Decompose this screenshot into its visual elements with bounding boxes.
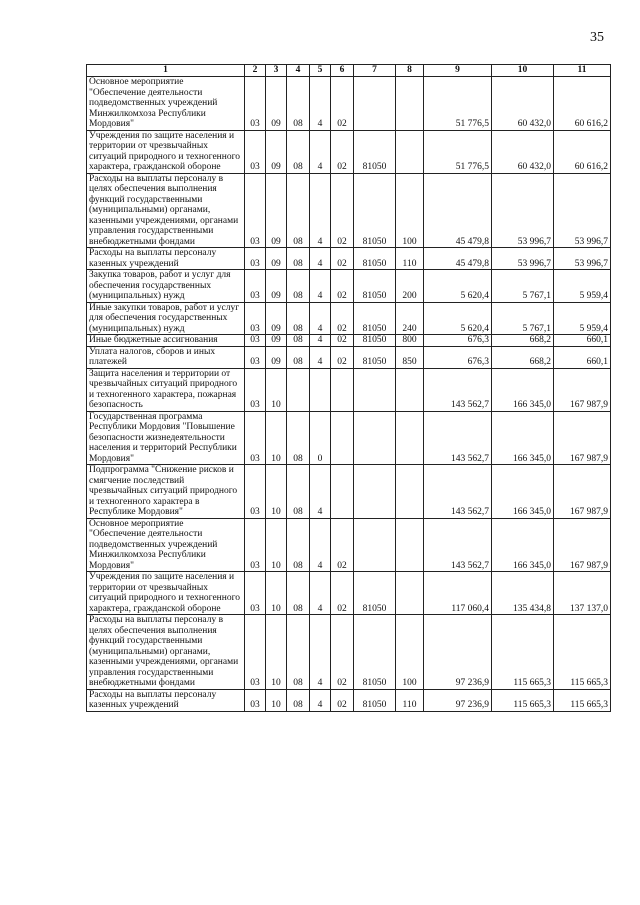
header-cell: 6 (331, 65, 354, 77)
code-program-cell: 08 (287, 270, 310, 303)
amount-year2-cell: 5 767,1 (492, 270, 554, 303)
amount-year2-cell: 668,2 (492, 346, 554, 368)
amount-year3-cell: 115 665,3 (554, 689, 611, 711)
row-name-cell: Учреждения по защите населения и территории от чрезвычайных ситуаций природного и техногенного характера, гражданской обороне (87, 572, 245, 615)
amount-year3-cell: 5 959,4 (554, 302, 611, 335)
code-subprogram-cell: 4 (310, 335, 331, 347)
code-direction-cell: 81050 (354, 248, 396, 270)
code-direction-cell: 81050 (354, 173, 396, 248)
code-event-cell: 02 (331, 689, 354, 711)
table-row (87, 368, 611, 411)
code-event-cell: 02 (331, 518, 354, 572)
code-podrazdel-cell: 09 (266, 335, 287, 347)
code-program-cell: 08 (287, 346, 310, 368)
code-podrazdel-cell: 09 (266, 248, 287, 270)
code-subprogram-cell: 4 (310, 130, 331, 173)
amount-year3-cell: 115 665,3 (554, 615, 611, 690)
code-event-cell (331, 411, 354, 465)
table-row (87, 248, 611, 270)
code-direction-cell (354, 465, 396, 519)
amount-year1-cell: 5 620,4 (424, 302, 492, 335)
amount-year2-cell: 5 767,1 (492, 302, 554, 335)
code-direction-cell: 81050 (354, 615, 396, 690)
table-row (87, 130, 611, 173)
table-row (87, 302, 611, 335)
code-podrazdel-cell: 10 (266, 689, 287, 711)
code-event-cell: 02 (331, 615, 354, 690)
code-razdel-cell: 03 (245, 302, 266, 335)
code-direction-cell (354, 518, 396, 572)
row-name-cell: Иные бюджетные ассигнования (87, 335, 245, 347)
code-event-cell: 02 (331, 346, 354, 368)
code-expense-type-cell: 240 (396, 302, 424, 335)
amount-year3-cell: 5 959,4 (554, 270, 611, 303)
code-event-cell: 02 (331, 302, 354, 335)
amount-year1-cell: 97 236,9 (424, 689, 492, 711)
row-name-cell: Иные закупки товаров, работ и услуг для обеспечения государственных (муниципальных) нужд (87, 302, 245, 335)
table-row (87, 572, 611, 615)
code-podrazdel-cell: 10 (266, 411, 287, 465)
code-subprogram-cell: 4 (310, 346, 331, 368)
table-row (87, 335, 611, 347)
code-razdel-cell: 03 (245, 572, 266, 615)
row-name-cell: Основное мероприятие "Обеспечение деятельности подведомственных учреждений Минжилкомхоза Республики Мордовия" (87, 77, 245, 131)
code-direction-cell: 81050 (354, 689, 396, 711)
code-subprogram-cell: 4 (310, 270, 331, 303)
code-subprogram-cell (310, 368, 331, 411)
code-expense-type-cell: 200 (396, 270, 424, 303)
code-razdel-cell: 03 (245, 77, 266, 131)
code-razdel-cell: 03 (245, 248, 266, 270)
code-program-cell: 08 (287, 77, 310, 131)
amount-year1-cell: 97 236,9 (424, 615, 492, 690)
header-cell: 9 (424, 65, 492, 77)
code-direction-cell (354, 77, 396, 131)
header-cell: 3 (266, 65, 287, 77)
row-name-cell: Расходы на выплаты персоналу казенных учреждений (87, 689, 245, 711)
header-cell: 2 (245, 65, 266, 77)
amount-year2-cell: 53 996,7 (492, 173, 554, 248)
code-expense-type-cell (396, 465, 424, 519)
amount-year2-cell: 166 345,0 (492, 465, 554, 519)
amount-year1-cell: 143 562,7 (424, 465, 492, 519)
code-program-cell: 08 (287, 411, 310, 465)
code-subprogram-cell: 4 (310, 248, 331, 270)
amount-year1-cell: 51 776,5 (424, 77, 492, 131)
amount-year1-cell: 5 620,4 (424, 270, 492, 303)
amount-year3-cell: 53 996,7 (554, 173, 611, 248)
code-podrazdel-cell: 09 (266, 130, 287, 173)
amount-year2-cell: 60 432,0 (492, 77, 554, 131)
code-direction-cell: 81050 (354, 346, 396, 368)
code-event-cell: 02 (331, 77, 354, 131)
code-razdel-cell: 03 (245, 368, 266, 411)
code-podrazdel-cell: 10 (266, 465, 287, 519)
code-direction-cell (354, 411, 396, 465)
row-name-cell: Учреждения по защите населения и территории от чрезвычайных ситуаций природного и техногенного характера, гражданской обороне (87, 130, 245, 173)
row-name-cell: Основное мероприятие "Обеспечение деятельности подведомственных учреждений Минжилкомхоза Республики Мордовия" (87, 518, 245, 572)
code-direction-cell (354, 368, 396, 411)
code-program-cell: 08 (287, 615, 310, 690)
code-razdel-cell: 03 (245, 465, 266, 519)
amount-year1-cell: 117 060,4 (424, 572, 492, 615)
amount-year1-cell: 143 562,7 (424, 368, 492, 411)
code-podrazdel-cell: 09 (266, 302, 287, 335)
code-expense-type-cell (396, 368, 424, 411)
row-name-cell: Расходы на выплаты персоналу казенных учреждений (87, 248, 245, 270)
header-cell: 1 (87, 65, 245, 77)
header-cell: 10 (492, 65, 554, 77)
code-event-cell (331, 465, 354, 519)
table-row (87, 346, 611, 368)
code-expense-type-cell (396, 411, 424, 465)
code-expense-type-cell: 850 (396, 346, 424, 368)
code-subprogram-cell: 4 (310, 302, 331, 335)
amount-year2-cell: 115 665,3 (492, 689, 554, 711)
code-event-cell (331, 368, 354, 411)
table-row (87, 270, 611, 303)
code-event-cell: 02 (331, 130, 354, 173)
code-subprogram-cell: 4 (310, 572, 331, 615)
code-expense-type-cell: 100 (396, 615, 424, 690)
code-expense-type-cell: 110 (396, 248, 424, 270)
code-program-cell: 08 (287, 335, 310, 347)
code-event-cell: 02 (331, 248, 354, 270)
code-event-cell: 02 (331, 173, 354, 248)
page-number: 35 (590, 30, 604, 45)
row-name-cell: Уплата налогов, сборов и иных платежей (87, 346, 245, 368)
code-direction-cell: 81050 (354, 302, 396, 335)
amount-year1-cell: 143 562,7 (424, 518, 492, 572)
table-row (87, 615, 611, 690)
header-cell: 8 (396, 65, 424, 77)
code-podrazdel-cell: 10 (266, 615, 287, 690)
code-podrazdel-cell: 09 (266, 270, 287, 303)
code-event-cell: 02 (331, 270, 354, 303)
table-row (87, 689, 611, 711)
amount-year1-cell: 143 562,7 (424, 411, 492, 465)
amount-year1-cell: 45 479,8 (424, 248, 492, 270)
amount-year3-cell: 167 987,9 (554, 465, 611, 519)
header-cell: 4 (287, 65, 310, 77)
amount-year1-cell: 51 776,5 (424, 130, 492, 173)
budget-table (86, 64, 611, 712)
code-podrazdel-cell: 09 (266, 173, 287, 248)
amount-year2-cell: 53 996,7 (492, 248, 554, 270)
amount-year3-cell: 137 137,0 (554, 572, 611, 615)
code-podrazdel-cell: 10 (266, 572, 287, 615)
amount-year3-cell: 660,1 (554, 335, 611, 347)
code-subprogram-cell: 0 (310, 411, 331, 465)
amount-year2-cell: 668,2 (492, 335, 554, 347)
header-cell: 5 (310, 65, 331, 77)
code-direction-cell: 81050 (354, 335, 396, 347)
code-razdel-cell: 03 (245, 335, 266, 347)
amount-year3-cell: 60 616,2 (554, 130, 611, 173)
amount-year3-cell: 167 987,9 (554, 411, 611, 465)
amount-year3-cell: 167 987,9 (554, 518, 611, 572)
amount-year2-cell: 166 345,0 (492, 411, 554, 465)
table-row (87, 77, 611, 131)
code-razdel-cell: 03 (245, 173, 266, 248)
code-program-cell: 08 (287, 248, 310, 270)
table-row (87, 411, 611, 465)
header-cell: 11 (554, 65, 611, 77)
code-expense-type-cell: 100 (396, 173, 424, 248)
amount-year3-cell: 60 616,2 (554, 77, 611, 131)
code-podrazdel-cell: 10 (266, 518, 287, 572)
code-direction-cell: 81050 (354, 130, 396, 173)
row-name-cell: Подпрограмма "Снижение рисков и смягчение последствий чрезвычайных ситуаций природного и техногенного характера в Республике Мордовия" (87, 465, 245, 519)
code-program-cell: 08 (287, 572, 310, 615)
amount-year2-cell: 166 345,0 (492, 368, 554, 411)
code-expense-type-cell (396, 130, 424, 173)
amount-year1-cell: 676,3 (424, 335, 492, 347)
code-expense-type-cell (396, 518, 424, 572)
row-name-cell: Государственная программа Республики Мордовия "Повышение безопасности жизнедеятельности населения и территорий Республики Мордовия" (87, 411, 245, 465)
header-row (87, 65, 611, 77)
amount-year2-cell: 115 665,3 (492, 615, 554, 690)
code-program-cell: 08 (287, 173, 310, 248)
code-expense-type-cell (396, 77, 424, 131)
code-program-cell: 08 (287, 465, 310, 519)
code-direction-cell: 81050 (354, 270, 396, 303)
header-cell: 7 (354, 65, 396, 77)
code-podrazdel-cell: 10 (266, 368, 287, 411)
code-program-cell: 08 (287, 689, 310, 711)
code-subprogram-cell: 4 (310, 465, 331, 519)
row-name-cell: Расходы на выплаты персоналу в целях обеспечения выполнения функций государственными (муниципальными) органами, казенными учреждениями, органами управления государственными внебюджетными фондами (87, 615, 245, 690)
code-program-cell (287, 368, 310, 411)
code-podrazdel-cell: 09 (266, 77, 287, 131)
table-row (87, 173, 611, 248)
code-expense-type-cell (396, 572, 424, 615)
amount-year3-cell: 53 996,7 (554, 248, 611, 270)
table-row (87, 465, 611, 519)
code-razdel-cell: 03 (245, 130, 266, 173)
code-razdel-cell: 03 (245, 689, 266, 711)
code-expense-type-cell: 110 (396, 689, 424, 711)
code-program-cell: 08 (287, 302, 310, 335)
row-name-cell: Закупка товаров, работ и услуг для обеспечения государственных (муниципальных) нужд (87, 270, 245, 303)
code-program-cell: 08 (287, 518, 310, 572)
code-direction-cell: 81050 (354, 572, 396, 615)
amount-year2-cell: 135 434,8 (492, 572, 554, 615)
code-podrazdel-cell: 09 (266, 346, 287, 368)
code-program-cell: 08 (287, 130, 310, 173)
amount-year2-cell: 166 345,0 (492, 518, 554, 572)
code-subprogram-cell: 4 (310, 173, 331, 248)
code-razdel-cell: 03 (245, 615, 266, 690)
code-razdel-cell: 03 (245, 411, 266, 465)
amount-year1-cell: 676,3 (424, 346, 492, 368)
row-name-cell: Защита населения и территории от чрезвычайных ситуаций природного и техногенного характера, пожарная безопасность (87, 368, 245, 411)
code-razdel-cell: 03 (245, 270, 266, 303)
code-event-cell: 02 (331, 572, 354, 615)
code-event-cell: 02 (331, 335, 354, 347)
code-subprogram-cell: 4 (310, 615, 331, 690)
table-row (87, 518, 611, 572)
code-razdel-cell: 03 (245, 518, 266, 572)
amount-year2-cell: 60 432,0 (492, 130, 554, 173)
code-razdel-cell: 03 (245, 346, 266, 368)
amount-year3-cell: 660,1 (554, 346, 611, 368)
amount-year1-cell: 45 479,8 (424, 173, 492, 248)
code-subprogram-cell: 4 (310, 77, 331, 131)
code-subprogram-cell: 4 (310, 518, 331, 572)
row-name-cell: Расходы на выплаты персоналу в целях обеспечения выполнения функций государственными (муниципальными) органами, казенными учреждениями, органами управления государственными внебюджетными фондами (87, 173, 245, 248)
code-subprogram-cell: 4 (310, 689, 331, 711)
code-expense-type-cell: 800 (396, 335, 424, 347)
amount-year3-cell: 167 987,9 (554, 368, 611, 411)
